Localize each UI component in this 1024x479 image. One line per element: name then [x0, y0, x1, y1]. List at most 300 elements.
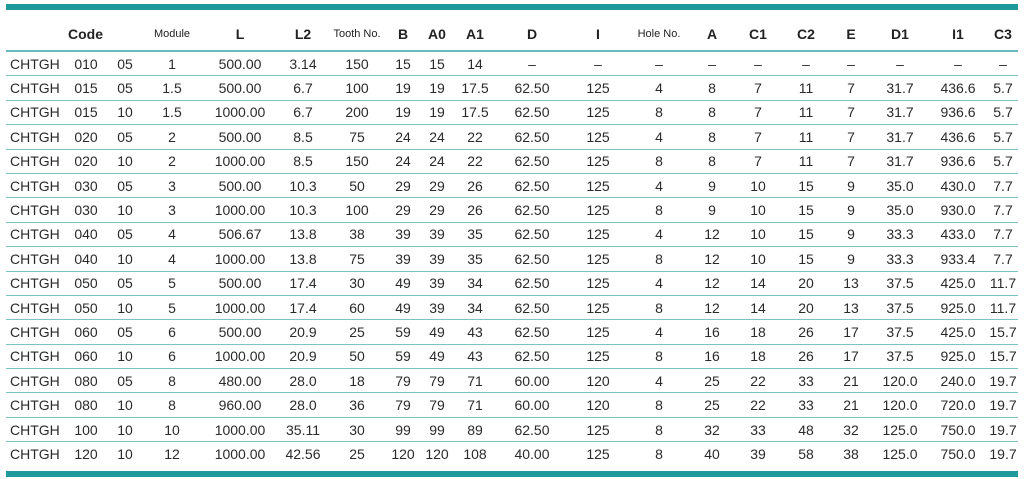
cell-L2: 8.5	[278, 125, 328, 149]
cell-I1: 430.0	[928, 173, 988, 197]
cell-code-length: 10	[108, 417, 142, 441]
header-module: Module	[142, 18, 202, 51]
header-E: E	[830, 18, 872, 51]
cell-code-size: 080	[64, 369, 108, 393]
cell-A0: 39	[420, 222, 454, 246]
cell-code-length: 05	[108, 222, 142, 246]
header-code-blank	[108, 18, 142, 51]
cell-code-prefix: CHTGH	[6, 393, 64, 417]
cell-tooth-no: 18	[328, 369, 386, 393]
cell-I: 125	[568, 222, 628, 246]
cell-A: 12	[690, 295, 734, 319]
cell-L2: 13.8	[278, 222, 328, 246]
cell-A: –	[690, 51, 734, 76]
cell-module: 12	[164, 445, 180, 462]
cell-C3: 11.7	[988, 295, 1018, 319]
cell-C1: 7	[734, 125, 782, 149]
cell-tooth-no: 30	[328, 271, 386, 295]
cell-A: 8	[690, 76, 734, 100]
cell-A0: 79	[420, 369, 454, 393]
cell-code-length: 05	[108, 320, 142, 344]
cell-code-length: 05	[108, 271, 142, 295]
cell-L: 500.00	[202, 76, 278, 100]
cell-E: 13	[830, 271, 872, 295]
cell-L: 1000.00	[202, 247, 278, 271]
cell-C3: 19.7	[988, 393, 1018, 417]
cell-A: 12	[690, 222, 734, 246]
cell-L2: 42.56	[285, 445, 321, 462]
cell-C1: 18	[734, 344, 782, 368]
cell-D1: 37.5	[872, 271, 928, 295]
cell-module: 8	[142, 369, 202, 393]
cell-I: 125	[586, 445, 610, 462]
cell-A1: 17.5	[454, 76, 496, 100]
cell-L: 1000.00	[202, 417, 278, 441]
cell-I: 120	[568, 393, 628, 417]
cell-L: 500.00	[202, 125, 278, 149]
cell-I1: 425.0	[928, 320, 988, 344]
cell-L: 480.00	[202, 369, 278, 393]
cell-L2: 28.0	[278, 393, 328, 417]
cell-code-prefix: CHTGH	[10, 445, 60, 462]
cell-code-length: 05	[108, 125, 142, 149]
cell-A1: 22	[454, 149, 496, 173]
table-body	[6, 51, 1018, 466]
cell-L2: 10.3	[278, 198, 328, 222]
cell-L: 500.00	[202, 320, 278, 344]
cell-A1: 35	[454, 222, 496, 246]
cell-C2: 15	[782, 222, 830, 246]
table-row	[6, 369, 1018, 393]
cell-C1: 10	[734, 247, 782, 271]
cell-A1: 26	[454, 173, 496, 197]
cell-E: 9	[830, 247, 872, 271]
cell-hole-no: 8	[655, 445, 663, 462]
cell-E: 7	[830, 100, 872, 124]
cell-I1: 936.6	[928, 149, 988, 173]
cell-code-prefix: CHTGH	[6, 369, 64, 393]
cell-A1: 26	[454, 198, 496, 222]
cell-I: –	[568, 51, 628, 76]
cell-I1: 936.6	[928, 100, 988, 124]
cell-module: 4	[142, 222, 202, 246]
cell-C3: 7.7	[988, 247, 1018, 271]
cell-E: 7	[830, 125, 872, 149]
top-accent-bar	[6, 4, 1018, 10]
cell-hole-no: –	[628, 51, 690, 76]
cell-C1: 14	[734, 271, 782, 295]
cell-code-size: 030	[64, 198, 108, 222]
cell-module: 5	[142, 271, 202, 295]
cell-A1: 34	[454, 271, 496, 295]
table-row	[6, 393, 1018, 417]
cell-I1: 425.0	[928, 271, 988, 295]
cell-code-size: 080	[64, 393, 108, 417]
cell-A1: 71	[454, 393, 496, 417]
cell-C3: 15.7	[988, 344, 1018, 368]
cell-C3: –	[988, 51, 1018, 76]
cell-tooth-no: 25	[328, 320, 386, 344]
cell-code-prefix: CHTGH	[6, 100, 64, 124]
cell-I1: 933.4	[928, 247, 988, 271]
cell-L2: 17.4	[278, 295, 328, 319]
cell-L2: 13.8	[278, 247, 328, 271]
table-row	[6, 125, 1018, 149]
cell-E: 17	[830, 344, 872, 368]
cell-C1: 7	[734, 149, 782, 173]
cell-hole-no: 8	[628, 417, 690, 441]
cell-I1: 433.0	[928, 222, 988, 246]
cell-C1: 18	[734, 320, 782, 344]
cell-A0: 24	[420, 125, 454, 149]
cell-E: 21	[830, 393, 872, 417]
cell-D1: 31.7	[872, 125, 928, 149]
cell-C2: 11	[782, 149, 830, 173]
cell-B: 15	[386, 51, 420, 76]
cell-module: 3	[142, 198, 202, 222]
cell-code-length: 10	[108, 247, 142, 271]
cell-D: 62.50	[496, 125, 568, 149]
cell-I1: 750.0	[940, 445, 976, 462]
table-row	[6, 247, 1018, 271]
cell-C3: 19.7	[988, 369, 1018, 393]
cell-tooth-no: 60	[328, 295, 386, 319]
cell-E: 9	[830, 222, 872, 246]
cell-C3: 11.7	[988, 271, 1018, 295]
cell-C2: 33	[782, 369, 830, 393]
cell-tooth-no: 50	[328, 344, 386, 368]
cell-code-prefix: CHTGH	[6, 295, 64, 319]
cell-hole-no: 8	[628, 393, 690, 417]
cell-code-length: 10	[108, 393, 142, 417]
cell-A: 25	[690, 369, 734, 393]
cell-I1: 925.0	[928, 295, 988, 319]
cell-code-length: 10	[117, 445, 133, 462]
cell-I1: –	[928, 51, 988, 76]
cell-tooth-no: 150	[328, 149, 386, 173]
cell-module: 6	[142, 320, 202, 344]
cell-code-length: 05	[108, 369, 142, 393]
cell-E: 17	[830, 320, 872, 344]
header-D: D	[496, 18, 568, 51]
cell-C2: 15	[782, 173, 830, 197]
header-L2: L2	[278, 18, 328, 51]
cell-B: 19	[386, 100, 420, 124]
cell-C2: –	[782, 51, 830, 76]
header-C3: C3	[988, 18, 1018, 51]
cell-I: 125	[568, 247, 628, 271]
cell-I: 125	[568, 125, 628, 149]
cell-C3: 19.7	[989, 445, 1017, 462]
table-row	[6, 51, 1018, 76]
cell-E: 38	[843, 445, 859, 462]
cell-tooth-no: 150	[328, 51, 386, 76]
table-row	[6, 442, 1018, 466]
cell-A0: 79	[420, 393, 454, 417]
cell-A1: 71	[454, 369, 496, 393]
cell-module: 1.5	[142, 100, 202, 124]
cell-E: 13	[830, 295, 872, 319]
cell-A: 12	[690, 271, 734, 295]
cell-module: 1	[142, 51, 202, 76]
cell-B: 49	[386, 271, 420, 295]
cell-D: 62.50	[496, 417, 568, 441]
cell-A: 8	[690, 100, 734, 124]
header-B: B	[386, 18, 420, 51]
cell-A0: 29	[420, 198, 454, 222]
cell-L: 1000.00	[202, 198, 278, 222]
cell-B: 99	[386, 417, 420, 441]
cell-A: 40	[704, 445, 720, 462]
cell-A1: 108	[463, 445, 487, 462]
cell-C1: 10	[734, 173, 782, 197]
cell-L: 1000.00	[202, 295, 278, 319]
cell-B: 39	[386, 222, 420, 246]
cell-A0: 29	[420, 173, 454, 197]
cell-L2: 6.7	[278, 100, 328, 124]
cell-D1: 33.3	[872, 222, 928, 246]
cell-tooth-no: 36	[328, 393, 386, 417]
cell-D: 40.00	[514, 445, 550, 462]
header-A: A	[690, 18, 734, 51]
cell-A0: 39	[420, 247, 454, 271]
cell-L: 1000.00	[202, 100, 278, 124]
table-row	[6, 320, 1018, 344]
cell-L: 1000.00	[202, 344, 278, 368]
cell-B: 39	[386, 247, 420, 271]
header-C2: C2	[782, 18, 830, 51]
cell-code-size: 015	[64, 100, 108, 124]
cell-L: 500.00	[202, 51, 278, 76]
cell-code-prefix: CHTGH	[6, 222, 64, 246]
cell-C2: 11	[782, 76, 830, 100]
cell-D1: 125.0	[872, 417, 928, 441]
cell-module: 5	[142, 295, 202, 319]
cell-L: 1000.00	[214, 445, 266, 462]
cell-D1: 120.0	[872, 369, 928, 393]
cell-tooth-no: 100	[328, 76, 386, 100]
cell-code-size: 040	[64, 222, 108, 246]
cell-module: 1.5	[142, 76, 202, 100]
cell-C1: 10	[734, 222, 782, 246]
cell-I1: 720.0	[928, 393, 988, 417]
cell-I: 120	[568, 369, 628, 393]
cell-tooth-no: 30	[328, 417, 386, 441]
cell-B: 79	[386, 369, 420, 393]
header-D1: D1	[872, 18, 928, 51]
cell-B: 120	[391, 445, 415, 462]
cell-C2: 11	[782, 125, 830, 149]
cell-C1: 14	[734, 295, 782, 319]
cell-A: 16	[690, 344, 734, 368]
cell-L2: 20.9	[278, 320, 328, 344]
cell-hole-no: 8	[628, 295, 690, 319]
cell-C1: 33	[734, 417, 782, 441]
table-header	[6, 18, 1018, 51]
cell-E: –	[830, 51, 872, 76]
cell-code-prefix: CHTGH	[6, 198, 64, 222]
cell-D1: 31.7	[872, 76, 928, 100]
table-row	[6, 173, 1018, 197]
cell-tooth-no: 50	[328, 173, 386, 197]
table-row	[6, 417, 1018, 441]
cell-D: 62.50	[496, 344, 568, 368]
cell-code-size: 015	[64, 76, 108, 100]
bottom-accent-bar	[6, 471, 1018, 477]
cell-C1: –	[734, 51, 782, 76]
cell-D1: 37.5	[872, 320, 928, 344]
cell-I: 125	[568, 295, 628, 319]
cell-L2: 3.14	[278, 51, 328, 76]
cell-D: 62.50	[496, 222, 568, 246]
cell-D: 62.50	[496, 198, 568, 222]
cell-B: 29	[386, 198, 420, 222]
cell-code-size: 050	[64, 271, 108, 295]
cell-I: 125	[568, 149, 628, 173]
table-row	[6, 295, 1018, 319]
cell-module: 2	[142, 149, 202, 173]
cell-code-prefix: CHTGH	[6, 76, 64, 100]
cell-A0: 19	[420, 76, 454, 100]
cell-code-length: 10	[108, 295, 142, 319]
cell-L2: 10.3	[278, 173, 328, 197]
cell-B: 79	[386, 393, 420, 417]
cell-code-length: 10	[108, 100, 142, 124]
cell-hole-no: 4	[628, 222, 690, 246]
cell-code-length: 10	[108, 149, 142, 173]
cell-hole-no: 4	[628, 369, 690, 393]
cell-tooth-no: 200	[328, 100, 386, 124]
cell-L: 500.00	[202, 173, 278, 197]
table-row	[6, 198, 1018, 222]
header-code: Code	[64, 18, 108, 51]
cell-I: 125	[568, 271, 628, 295]
cell-C2: 15	[782, 247, 830, 271]
cell-D: 62.50	[496, 76, 568, 100]
cell-D1: 33.3	[872, 247, 928, 271]
cell-code-prefix: CHTGH	[6, 125, 64, 149]
cell-I1: 436.6	[928, 76, 988, 100]
cell-hole-no: 4	[628, 320, 690, 344]
cell-A1: 89	[454, 417, 496, 441]
cell-code-size: 060	[64, 320, 108, 344]
cell-B: 24	[386, 149, 420, 173]
cell-A: 9	[690, 173, 734, 197]
cell-tooth-no: 25	[349, 445, 365, 462]
cell-A0: 49	[420, 344, 454, 368]
cell-I1: 240.0	[928, 369, 988, 393]
cell-L2: 28.0	[278, 369, 328, 393]
cell-L2: 35.11	[278, 417, 328, 441]
cell-B: 49	[386, 295, 420, 319]
cell-E: 21	[830, 369, 872, 393]
cell-C1: 22	[734, 393, 782, 417]
cell-code-size: 020	[64, 125, 108, 149]
cell-module: 3	[142, 173, 202, 197]
cell-code-prefix: CHTGH	[6, 149, 64, 173]
cell-A: 16	[690, 320, 734, 344]
cell-L: 500.00	[202, 271, 278, 295]
header-row	[6, 18, 1018, 51]
cell-A0: 39	[420, 295, 454, 319]
cell-E: 7	[830, 149, 872, 173]
cell-C3: 19.7	[988, 417, 1018, 441]
cell-D: 62.50	[496, 149, 568, 173]
cell-A1: 35	[454, 247, 496, 271]
cell-A1: 43	[454, 344, 496, 368]
cell-A: 12	[690, 247, 734, 271]
cell-D1: 35.0	[872, 198, 928, 222]
cell-I: 125	[568, 320, 628, 344]
cell-A: 8	[690, 149, 734, 173]
cell-code-prefix: CHTGH	[6, 51, 64, 76]
cell-B: 29	[386, 173, 420, 197]
cell-hole-no: 8	[628, 344, 690, 368]
header-blank	[6, 18, 64, 51]
header-A0: A0	[420, 18, 454, 51]
header-A1: A1	[454, 18, 496, 51]
cell-module: 4	[142, 247, 202, 271]
cell-C2: 20	[782, 295, 830, 319]
cell-code-length: 05	[108, 76, 142, 100]
cell-A0: 15	[420, 51, 454, 76]
cell-C1: 7	[734, 76, 782, 100]
cell-A: 32	[690, 417, 734, 441]
cell-A0: 39	[420, 271, 454, 295]
table-row	[6, 100, 1018, 124]
header-L: L	[202, 18, 278, 51]
cell-I: 125	[568, 100, 628, 124]
cell-code-size: 030	[64, 173, 108, 197]
cell-C2: 26	[782, 320, 830, 344]
cell-C2: 58	[798, 445, 814, 462]
cell-C3: 7.7	[988, 173, 1018, 197]
cell-hole-no: 4	[628, 76, 690, 100]
cell-I1: 436.6	[928, 125, 988, 149]
table-row	[6, 222, 1018, 246]
cell-C3: 7.7	[988, 198, 1018, 222]
header-I1: I1	[928, 18, 988, 51]
cell-D: 62.50	[496, 295, 568, 319]
cell-I: 125	[568, 173, 628, 197]
cell-C3: 5.7	[988, 125, 1018, 149]
cell-code-prefix: CHTGH	[6, 247, 64, 271]
cell-hole-no: 8	[628, 198, 690, 222]
cell-code-size: 100	[64, 417, 108, 441]
cell-module: 10	[142, 417, 202, 441]
cell-D1: –	[872, 51, 928, 76]
cell-L: 960.00	[202, 393, 278, 417]
cell-I1: 925.0	[928, 344, 988, 368]
cell-hole-no: 4	[628, 271, 690, 295]
cell-C3: 7.7	[988, 222, 1018, 246]
header-hole-no: Hole No.	[628, 18, 690, 51]
cell-A0: 19	[420, 100, 454, 124]
cell-code-length: 10	[108, 198, 142, 222]
cell-module: 6	[142, 344, 202, 368]
cell-module: 2	[142, 125, 202, 149]
cell-A1: 14	[454, 51, 496, 76]
cell-E: 9	[830, 198, 872, 222]
cell-tooth-no: 75	[328, 247, 386, 271]
cell-code-size: 050	[64, 295, 108, 319]
cell-L2: 20.9	[278, 344, 328, 368]
cell-code-length: 05	[108, 173, 142, 197]
cell-C3: 5.7	[988, 149, 1018, 173]
header-I: I	[568, 18, 628, 51]
cell-A1: 17.5	[454, 100, 496, 124]
cell-B: 19	[386, 76, 420, 100]
